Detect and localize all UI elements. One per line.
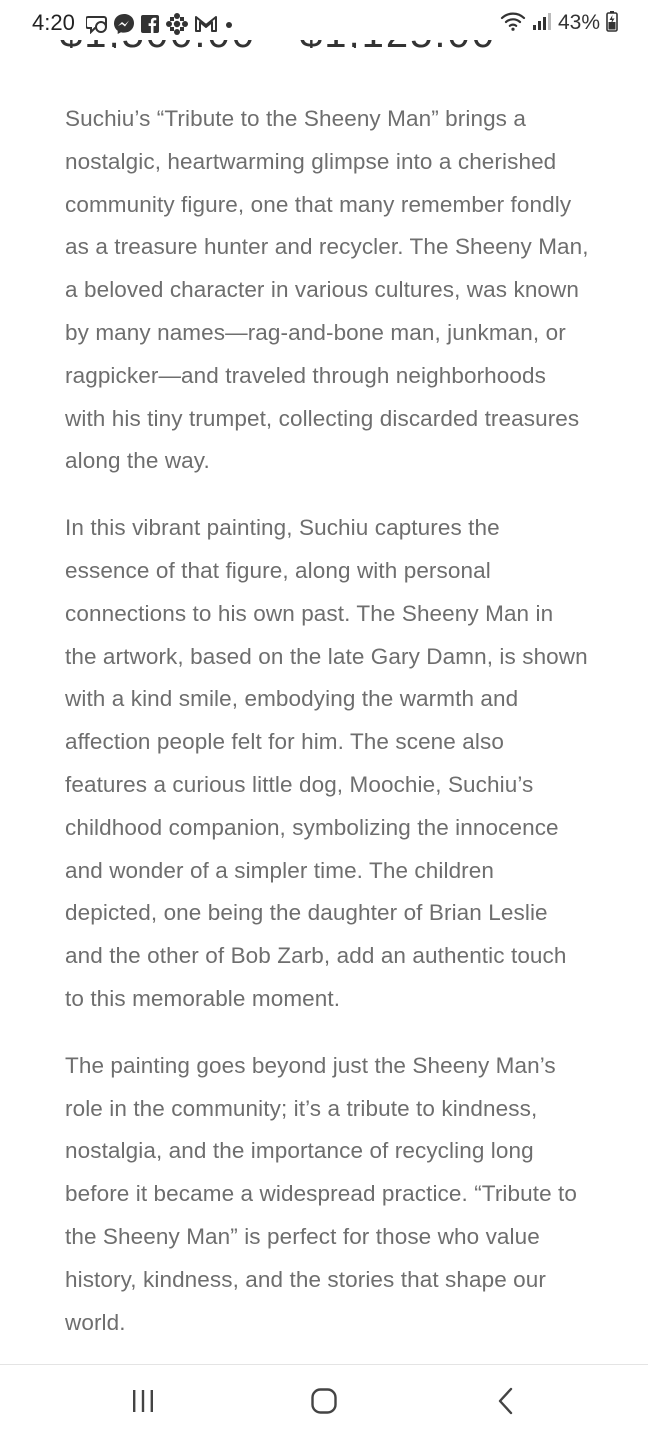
voicemail-icon bbox=[86, 14, 108, 34]
battery-percent: 43% bbox=[557, 11, 600, 34]
product-description bbox=[65, 98, 590, 1368]
signal-icon bbox=[532, 11, 552, 35]
gmail-icon bbox=[194, 14, 218, 34]
home-button[interactable] bbox=[279, 1365, 369, 1440]
description-paragraph-2: In this vibrant painting, Suchiu captures the essence of that figure, along with personal connections to his own past. The Sheeny Man in the artwork, based on the late Gary Damn, is shown with a kind smile, embodying the warmth and affection people felt for him. The scene also features a curious little dog, Moochie, Suchiu’s childhood companion, symbolizing the innocence and wonder of a simpler time. The children depicted, one being the daughter of Brian Leslie and the other of Bob Zarb, add an authentic touch to this memorable moment. bbox=[65, 515, 588, 1011]
status-time: 4:20 bbox=[32, 10, 75, 35]
navigation-bar bbox=[0, 1364, 648, 1440]
description-paragraph-3: The painting goes beyond just the Sheeny Man’s role in the community; it’s a tribute to kindness, nostalgia, and the importance of recycling long before it became a widespread practice. “Tribute to the Sheeny Man” is perfect for those who value history, kindness, and the stories that shape our world. bbox=[65, 1052, 578, 1335]
recents-icon bbox=[130, 1388, 156, 1418]
back-icon bbox=[495, 1386, 515, 1420]
messenger-icon bbox=[113, 13, 135, 35]
recents-button[interactable] bbox=[98, 1365, 188, 1440]
status-right bbox=[500, 10, 618, 36]
home-icon bbox=[310, 1387, 338, 1419]
notification-icons bbox=[86, 12, 235, 36]
wifi-icon bbox=[500, 10, 526, 36]
status-bar bbox=[0, 0, 648, 48]
description-paragraph-1: Suchiu’s “Tribute to the Sheeny Man” brings a nostalgic, heartwarming glimpse into a cherished community figure, one that many remember fondly as a treasure hunter and recycler. The Sheeny Man, a beloved character in various cultures, was known by many names—rag-and-bone man, junkman, or ragpicker—and traveled through neighborhoods with his tiny trumpet, collecting discarded treasures along the way. bbox=[65, 106, 589, 474]
back-button[interactable] bbox=[460, 1365, 550, 1440]
more-dot-icon bbox=[223, 14, 235, 34]
battery-icon bbox=[606, 10, 618, 36]
facebook-icon bbox=[140, 14, 160, 34]
cbc-icon bbox=[165, 12, 189, 36]
